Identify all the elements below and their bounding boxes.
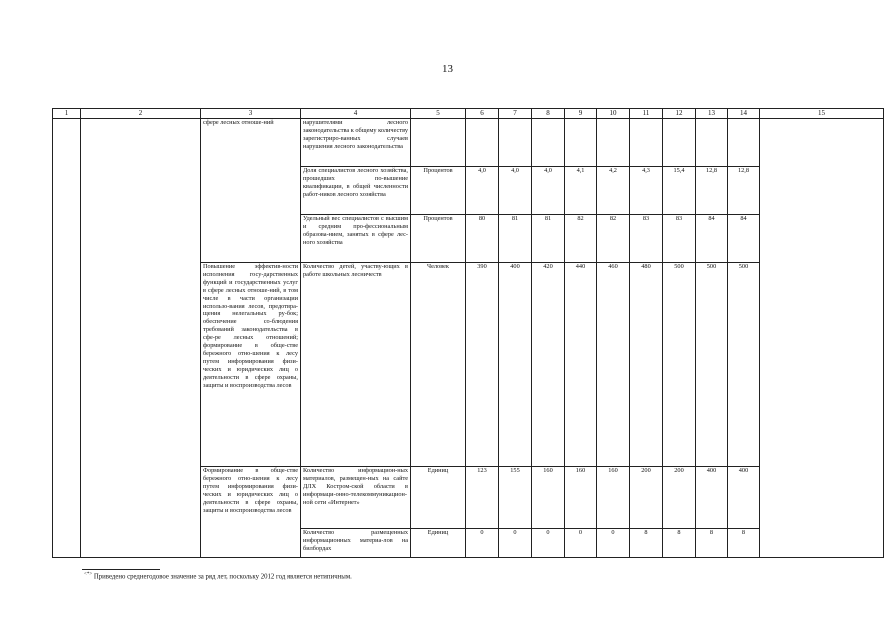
value-cell: 400 (728, 467, 760, 529)
indicator-cell: Количество детей, участву-ющих в работе школьных лесничеств (301, 263, 411, 467)
footnote (84, 572, 352, 580)
value-cell: 200 (663, 467, 696, 529)
value-cell: 390 (466, 263, 499, 467)
value-cell: 160 (565, 467, 597, 529)
col-header: 2 (81, 109, 201, 119)
footnote-divider (82, 569, 160, 570)
col-header: 12 (663, 109, 696, 119)
indicator-cell: Количество информацион-ных материалов, размещен-ных на сайте ДЛХ Костром-ской области в информаци-онно-телекоммуникацион-ной сети «Интернет» (301, 467, 411, 529)
unit-cell: Единиц (411, 529, 466, 558)
col-header: 4 (301, 109, 411, 119)
value-cell: 4,3 (630, 167, 663, 215)
task-cell: сфере лесных отноше-ний (201, 119, 301, 263)
col-header: 1 (53, 109, 81, 119)
value-cell: 440 (565, 263, 597, 467)
indicator-cell: Доля специалистов лесного хозяйства, прошедших по-вышение квалификации, в общей численности работ-ников лесного хозяйства (301, 167, 411, 215)
value-cell (565, 119, 597, 167)
table-row (53, 119, 884, 167)
value-cell: 500 (696, 263, 728, 467)
value-cell: 4,0 (499, 167, 532, 215)
value-cell: 83 (663, 215, 696, 263)
unit-cell: Процентов (411, 167, 466, 215)
value-cell: 460 (597, 263, 630, 467)
value-cell: 0 (532, 529, 565, 558)
value-cell: 200 (630, 467, 663, 529)
value-cell (663, 119, 696, 167)
value-cell: 4,2 (597, 167, 630, 215)
value-cell: 12,8 (728, 167, 760, 215)
value-cell: 500 (663, 263, 696, 467)
value-cell: 500 (728, 263, 760, 467)
cell-col1 (53, 119, 81, 558)
page-number: 13 (442, 63, 453, 75)
indicator-cell: нарушителями лесного законодательства к общему количеству зарегистриро-ванных случаев нарушения лесного законодательства (301, 119, 411, 167)
value-cell: 480 (630, 263, 663, 467)
value-cell: 82 (597, 215, 630, 263)
col-header: 8 (532, 109, 565, 119)
value-cell: 4,0 (466, 167, 499, 215)
col-header: 6 (466, 109, 499, 119)
value-cell: 4,0 (532, 167, 565, 215)
value-cell (728, 119, 760, 167)
value-cell: 83 (630, 215, 663, 263)
value-cell: 84 (696, 215, 728, 263)
col-header: 7 (499, 109, 532, 119)
value-cell (466, 119, 499, 167)
value-cell: 84 (728, 215, 760, 263)
value-cell (499, 119, 532, 167)
unit-cell: Процентов (411, 215, 466, 263)
unit-cell: Человек (411, 263, 466, 467)
col-header: 15 (760, 109, 884, 119)
value-cell (696, 119, 728, 167)
col-header: 13 (696, 109, 728, 119)
value-cell: 155 (499, 467, 532, 529)
value-cell: 0 (466, 529, 499, 558)
value-cell: 8 (728, 529, 760, 558)
col-header: 3 (201, 109, 301, 119)
value-cell: 81 (532, 215, 565, 263)
value-cell: 0 (499, 529, 532, 558)
value-cell: 4,1 (565, 167, 597, 215)
header-row (53, 109, 884, 119)
value-cell: 420 (532, 263, 565, 467)
value-cell: 15,4 (663, 167, 696, 215)
cell-col15 (760, 119, 884, 558)
col-header: 5 (411, 109, 466, 119)
indicator-cell: Удельный вес специалистов с высшим и средним про-фессиональным образова-нием, занятых в сфере лес-ного хозяйства (301, 215, 411, 263)
indicators-table (52, 108, 884, 558)
task-cell: Формирование в обще-стве бережного отно-шения к лесу путем информирования физи-ческих и юридических лиц о деятельности в сфере охраны, защиты и воспроизводства лесов (201, 467, 301, 558)
value-cell (630, 119, 663, 167)
value-cell: 8 (696, 529, 728, 558)
value-cell (532, 119, 565, 167)
col-header: 11 (630, 109, 663, 119)
value-cell: 12,8 (696, 167, 728, 215)
value-cell: 0 (597, 529, 630, 558)
value-cell (597, 119, 630, 167)
footnote-marker: <*> (84, 572, 93, 577)
value-cell: 82 (565, 215, 597, 263)
col-header: 9 (565, 109, 597, 119)
value-cell: 8 (663, 529, 696, 558)
value-cell: 81 (499, 215, 532, 263)
unit-cell (411, 119, 466, 167)
task-cell: Повышение эффектив-ности исполнения госу-дарственных функций и государственных услуг в сфере лесных отноше-ний, в том числе в части организации использо-вания лесов, предотвра-щения нелегальных ру-бок; обеспечение со-блюдения требований законодательства в сфе-ре лесных отношений; формирование в обще-стве бережного отно-шения к лесу путем информирования физи-ческих и юридических лиц о деятельности в сфере охраны, защиты и воспроизводства лесов (201, 263, 301, 467)
value-cell: 400 (499, 263, 532, 467)
value-cell: 80 (466, 215, 499, 263)
footnote-text: Приведено среднегодовое значение за ряд лет, поскольку 2012 год является нетипичным. (93, 573, 352, 581)
value-cell: 8 (630, 529, 663, 558)
col-header: 10 (597, 109, 630, 119)
value-cell: 160 (532, 467, 565, 529)
unit-cell: Единиц (411, 467, 466, 529)
cell-col2 (81, 119, 201, 558)
value-cell: 123 (466, 467, 499, 529)
value-cell: 400 (696, 467, 728, 529)
value-cell: 0 (565, 529, 597, 558)
indicator-cell: Количество размещенных информационных материа-лов на билбордах (301, 529, 411, 558)
col-header: 14 (728, 109, 760, 119)
value-cell: 160 (597, 467, 630, 529)
